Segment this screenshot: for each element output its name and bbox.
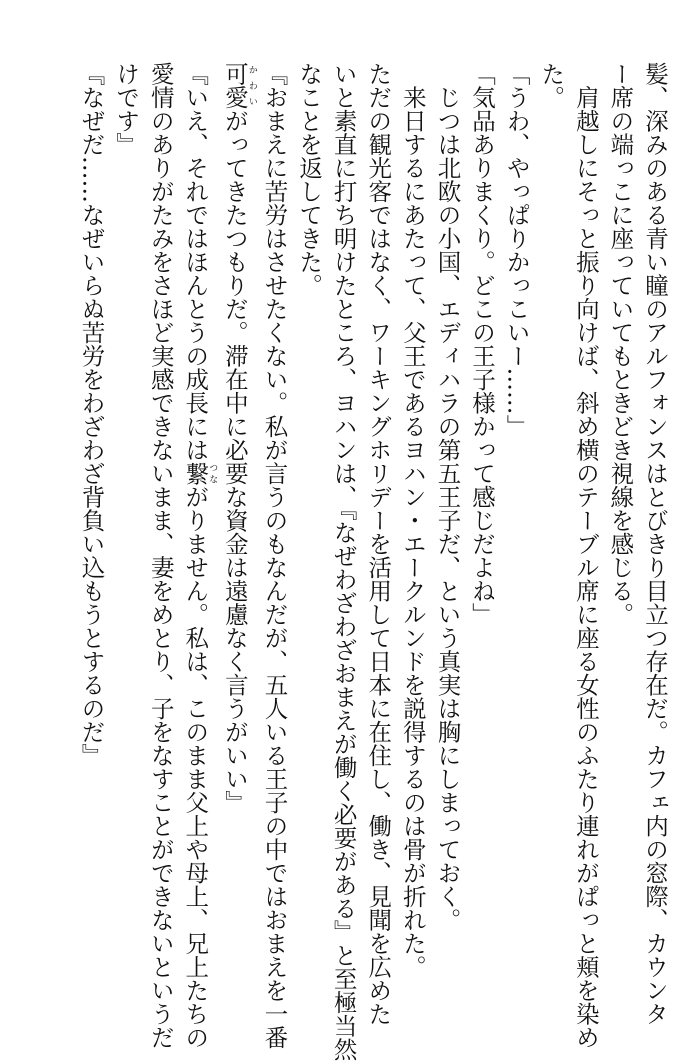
text-line-6: 「気品ありまくり。どこの王子様かって感じだよね」 <box>468 62 497 626</box>
furigana-word: 繋つな <box>181 461 218 485</box>
text-line-4: た。 <box>537 62 566 109</box>
furigana-reading: かわい <box>246 62 257 109</box>
text-line-2: ー席の端っこに座っていてもときどき視線を感じる。 <box>606 62 635 626</box>
text-line-17: 『なぜだ……なぜいらぬ苦労をわざわざ背負い込もうとするのだ』 <box>77 62 106 767</box>
text-line-1: 髪、深みのある青い瞳のアルフォンスはとびきり目立つ存在だ。カフェ内の窓際、カウンタ <box>641 62 669 1026</box>
text-line-11: なことを返してきた。 <box>295 62 324 297</box>
text-line-7: じつは北欧の小国、エディハラの第五王子だ、という真実は胸にしまっておく。 <box>433 62 462 932</box>
text-line-8: 来日するにあたって、父王であるヨハン・エークルンドを説得するのは骨が折れた。 <box>398 62 427 979</box>
text-line-13: 可愛かわいがってきたつもりだ。滞在中に必要な資金は遠慮なく言うがいい』 <box>220 62 257 814</box>
text-line-10: いと素直に打ち明けたところ、ヨハンは、『なぜわざわざおまえが働く必要がある』と至極当然 <box>329 62 358 1061</box>
text-line-15: 愛情のありがたみをさほど実感できないまま、妻をめとり、子をなすことができないというだ <box>146 62 175 1049</box>
text-line-16: けです』 <box>112 62 141 156</box>
text-line-5: 「うわ、やっぱりかっこいー……」 <box>502 62 531 438</box>
furigana-word: 可愛かわい <box>220 62 257 109</box>
text-line-3: 肩越しにそっと振り向けば、斜め横のテーブル席に座る女性のふたり連れがぱっと頬を染め <box>571 62 600 1049</box>
text-line-12: 『おまえに苦労はさせたくない。私が言うのもなんだが、五人いる王子の中ではおまえを一番 <box>260 62 289 1049</box>
furigana-reading: つな <box>207 461 218 485</box>
text-line-9: ただの観光客ではなく、ワーキングホリデーを活用して日本に在住し、働き、見聞を広めた <box>364 62 393 1026</box>
text-line-14: 『いえ、それではほんとうの成長には繋つながりません。私は、このまま父上や母上、兄上たちの <box>181 62 218 1049</box>
vertical-text-page <box>12 62 672 1061</box>
